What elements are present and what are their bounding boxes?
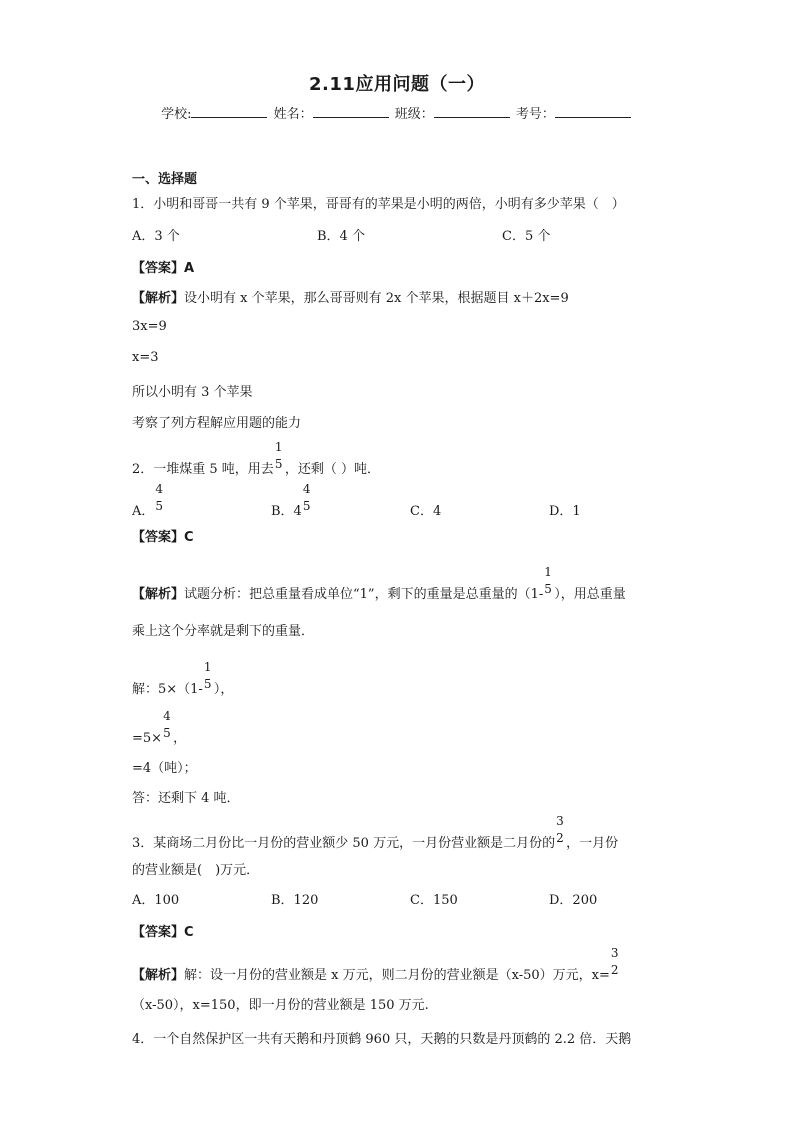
q2-analysis [132,565,626,602]
q2-frac-den: 5 [274,457,283,471]
q2-analysis-num: 1 [544,565,552,579]
q2-step2-den: 5 [163,726,171,740]
q2-sol-fraction [203,660,213,693]
q2-analysis-line2: 乘上这个分率就是剩下的重量． [132,624,315,639]
q3-analysis-tag: 【解析】 [132,968,185,983]
q2-option-b-fraction [302,482,312,515]
q2-step2-num: 4 [163,709,171,723]
q1-options [132,225,550,244]
q2-option-b-num: 4 [302,482,311,496]
q2-text [132,440,380,477]
q2-step2-after: ， [173,731,187,746]
q3-frac-num: 3 [556,814,564,828]
q2-options [132,482,581,519]
q2-step2-before: =5× [132,731,163,746]
q1-analysis [132,287,569,306]
q3-frac-den: 2 [556,831,564,845]
q2-analysis-before: 试题分析：把总重量看成单位“1”，剩下的重量是总重量的（1- [184,587,544,602]
q1-answer: 【答案】A [132,261,195,276]
q2-analysis-tag: 【解析】 [132,587,185,602]
q2-step3: =4（吨）； [132,761,197,776]
class-blank[interactable] [434,105,510,118]
q1-step-2: x=3 [132,350,159,365]
q3-analysis-line2: （x-50），x=150，即一月份的营业额是 150 万元. [132,998,429,1013]
q3-option-d: D．200 [549,893,598,908]
q2-solution [132,660,234,697]
class-label: 班级： [394,107,434,122]
q3-option-a: A．100 [132,893,180,908]
q2-answer: 【答案】C [132,530,194,545]
q2-option-b-label: B．4 [271,504,302,519]
q2-analysis-after: ），用总重量 [554,587,626,602]
q1-step-1: 3x=9 [132,319,167,334]
q2-option-c: C．4 [410,504,442,519]
q2-sol-den: 5 [203,677,212,691]
q3-text-before: 3．某商场二月份比一月份的营业额少 50 万元，一月份营业额是二月份的 [132,836,556,851]
q1-step-4: 考察了列方程解应用题的能力 [132,416,302,431]
q2-sol-before: 解：5×（1- [132,682,203,697]
student-info-row [0,103,794,122]
q3-text-after: ，一月份 [566,836,619,851]
q3-analysis-before: 解：设一月份的营业额是 x 万元，则二月份的营业额是（x-50）万元，x= [184,968,610,983]
q2-sol-num: 1 [203,660,212,674]
q1-step-3: 所以小明有 3 个苹果 [132,385,253,400]
q2-step2-fraction [163,709,172,742]
q2-sol-after: ）， [213,682,234,697]
q1-analysis-text: 设小明有 x 个苹果，那么哥哥则有 2x 个苹果，根据题目 x＋2x=9 [184,291,569,306]
q4-text: 4．一个自然保护区一共有天鹅和丹顶鹤 960 只，天鹅的只数是丹顶鹤的 2.2 倍．天鹅 [132,1032,632,1047]
q2-option-b-den: 5 [302,499,311,513]
q1-option-b: B．4 个 [317,229,365,244]
q2-analysis-fraction [544,565,553,598]
number-label: 考号： [515,107,555,122]
q3-analysis-fraction [610,946,620,979]
name-blank[interactable] [313,105,389,118]
q3-analysis-num: 3 [610,946,619,960]
q2-text-after: ，还剩（ ）吨． [284,462,380,477]
q2-step2 [132,709,187,746]
q2-option-a-label: A． [132,504,155,519]
q2-option-b [271,482,410,519]
q2-option-a-num: 4 [155,482,164,496]
q2-frac-num: 1 [274,440,283,454]
q2-option-a [132,482,271,519]
q2-fraction [274,440,284,473]
q3-options [132,889,597,908]
page-title: 2.11应用问题（一） [309,74,485,95]
q2-reply: 答：还剩下 4 吨． [132,791,240,806]
q1-option-c: C．5 个 [502,229,551,244]
q1-analysis-tag: 【解析】 [132,291,185,306]
school-blank[interactable] [191,105,267,118]
q3-fraction [556,814,565,847]
q2-option-a-fraction [155,482,164,515]
school-label: 学校: [161,107,192,122]
q3-option-b: B．120 [271,893,319,908]
q2-text-before: 2．一堆煤重 5 吨，用去 [132,462,274,477]
section-heading: 一、选择题 [132,172,198,187]
q2-option-d: D．1 [549,504,581,519]
name-label: 姓名： [273,107,313,122]
q1-option-a: A．3 个 [132,229,180,244]
q3-analysis-den: 2 [610,963,619,977]
q1-text: 1．小明和哥哥一共有 9 个苹果，哥哥有的苹果是小明的两倍，小明有多少苹果（ ） [132,197,625,212]
q3-option-c: C．150 [410,893,458,908]
q3-line2: 的营业额是( )万元． [132,863,260,878]
q3-text [132,814,619,851]
number-blank[interactable] [555,105,631,118]
q3-analysis [132,946,621,983]
q2-analysis-den: 5 [544,582,552,596]
q2-option-a-den: 5 [155,499,164,513]
q3-answer: 【答案】C [132,925,194,940]
